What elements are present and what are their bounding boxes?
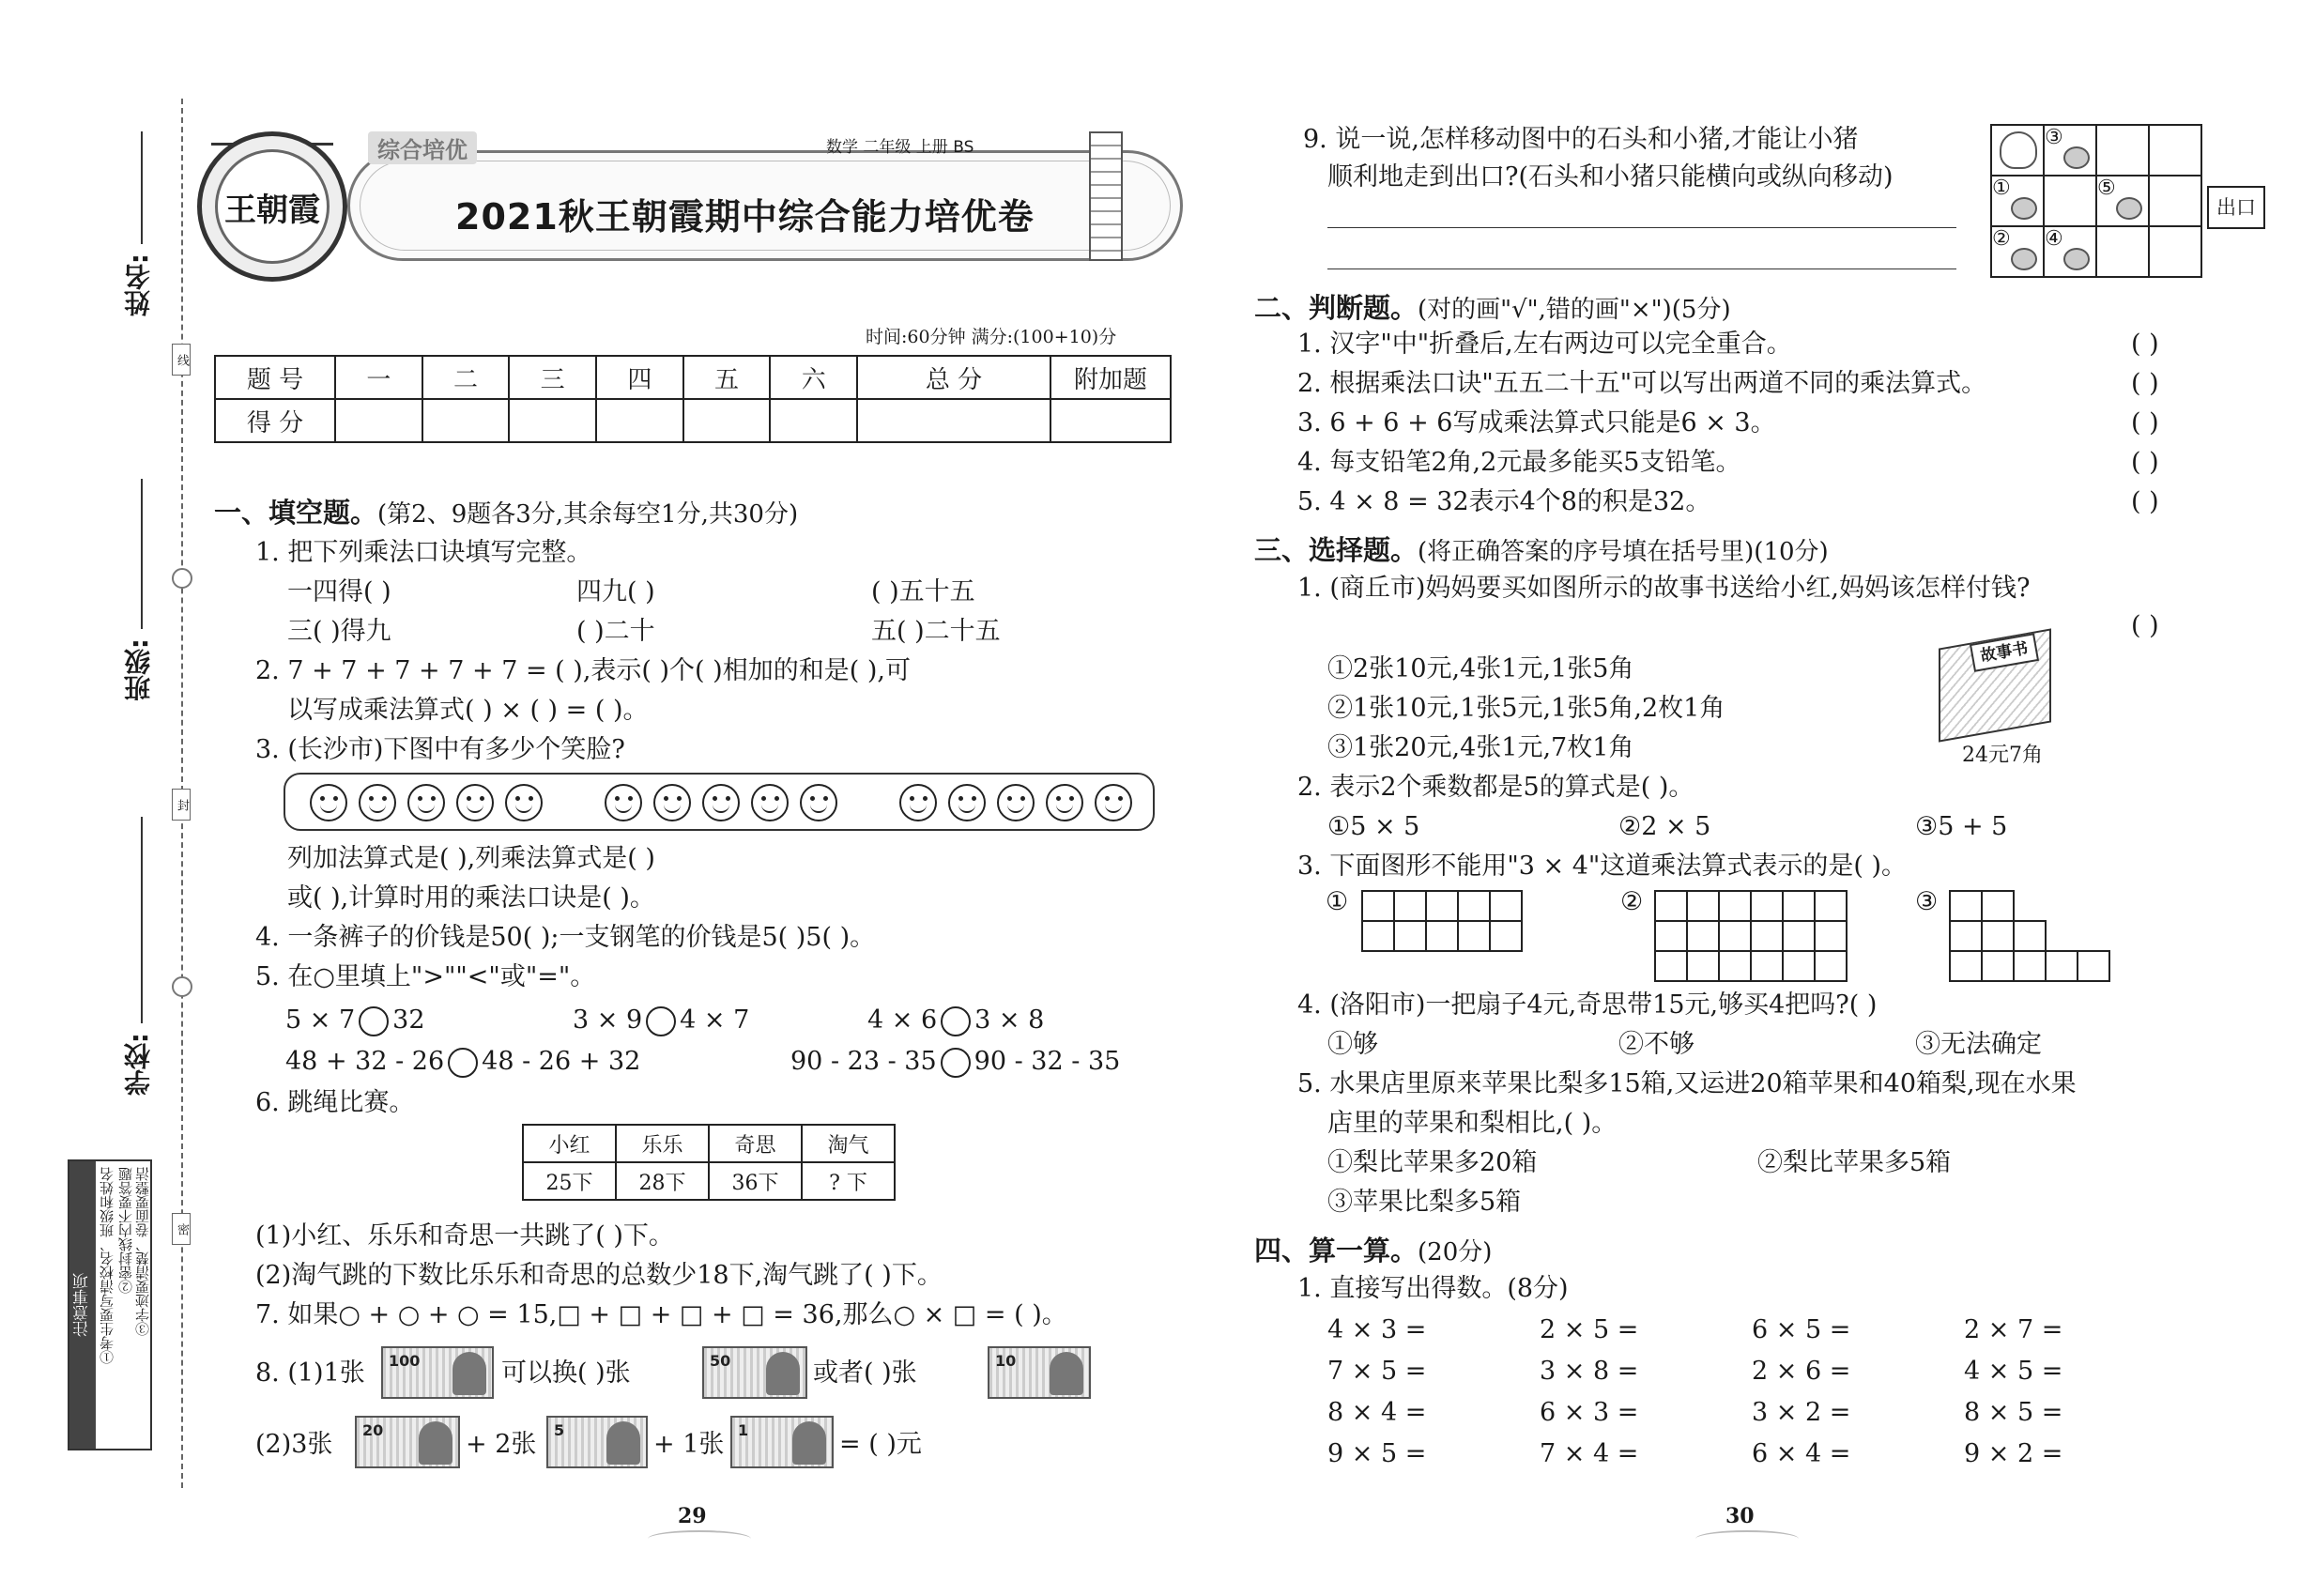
choice-option: ②1张10元,1张5元,1张5角,2枚1角 bbox=[1327, 694, 1725, 723]
q8-text: + 2张 bbox=[466, 1430, 537, 1459]
score-cell[interactable] bbox=[770, 399, 857, 442]
q8-text: = ( )元 bbox=[839, 1430, 922, 1459]
calc-item: 6 × 3 = bbox=[1540, 1398, 1639, 1427]
notes-head: 注意事项 bbox=[69, 1161, 96, 1449]
note-value: 1 bbox=[738, 1421, 749, 1439]
note-value: 50 bbox=[710, 1352, 731, 1370]
score-header: 三 bbox=[509, 356, 596, 399]
q5-compare bbox=[790, 1046, 1120, 1078]
section-3-title: 三、选择题。 bbox=[1254, 534, 1418, 566]
section-4-heading bbox=[1254, 1234, 1492, 1269]
choice-option: ②2 × 5 bbox=[1618, 812, 1711, 841]
score-header: 附加题 bbox=[1050, 356, 1171, 399]
cut-tag-line: 线 bbox=[172, 344, 191, 376]
banknote-50-image bbox=[702, 1346, 807, 1399]
score-table bbox=[214, 355, 1172, 443]
calc-item: 9 × 5 = bbox=[1327, 1439, 1427, 1468]
cut-tag-secret: 密 bbox=[172, 1213, 191, 1245]
calc-item: 2 × 6 = bbox=[1752, 1357, 1851, 1386]
grid-cell bbox=[2096, 176, 2149, 226]
score-cell[interactable] bbox=[857, 399, 1050, 442]
jump-count: 25下 bbox=[523, 1162, 616, 1200]
choice-option: ②不够 bbox=[1618, 1030, 1694, 1059]
choice-option: ③无法确定 bbox=[1915, 1030, 2042, 1059]
q2-line: 以写成乘法算式( ) × ( ) = ( )。 bbox=[287, 696, 649, 725]
jump-count: 28下 bbox=[616, 1162, 709, 1200]
calc-item: 8 × 5 = bbox=[1964, 1398, 2063, 1427]
grid-option-label: ② bbox=[1620, 887, 1644, 916]
notes-box bbox=[68, 1159, 152, 1450]
q1-item: 四九( ) bbox=[576, 577, 655, 606]
grid-option-label: ③ bbox=[1915, 887, 1939, 916]
grid-option-label: ① bbox=[1326, 887, 1349, 916]
jump-count: ? 下 bbox=[802, 1162, 895, 1200]
name-field[interactable] bbox=[141, 131, 143, 244]
score-header: 题 号 bbox=[215, 356, 335, 399]
stone-label: ② bbox=[1992, 227, 2011, 251]
compare-right: 3 × 8 bbox=[974, 1005, 1045, 1035]
stone-label: ① bbox=[1992, 176, 2011, 200]
q5-prompt: 5. 在○里填上">""<"或"="。 bbox=[255, 962, 596, 991]
compare-circle[interactable] bbox=[359, 1006, 389, 1036]
compare-right: 32 bbox=[392, 1005, 425, 1035]
q1-item: ( )五十五 bbox=[871, 577, 975, 606]
q8-text: 8. (1)1张 bbox=[255, 1358, 365, 1388]
compare-circle[interactable] bbox=[941, 1006, 971, 1036]
player-name: 淘气 bbox=[802, 1125, 895, 1162]
score-cell[interactable] bbox=[683, 399, 771, 442]
note-value: 5 bbox=[554, 1421, 565, 1439]
smiley-icon bbox=[653, 784, 691, 821]
stone-icon bbox=[2011, 248, 2037, 270]
choice-q4: 4. (洛阳市)一把扇子4元,奇思带15元,够买4把吗?( ) bbox=[1297, 990, 1878, 1020]
section-2-title: 二、判断题。 bbox=[1254, 292, 1418, 324]
q9-line: 9. 说一说,怎样移动图中的石头和小猪,才能让小猪 bbox=[1303, 125, 1859, 154]
publisher-logo bbox=[197, 131, 347, 282]
time-info: 时间:60分钟 满分:(100+10)分 bbox=[866, 327, 1117, 347]
compare-left: 3 × 9 bbox=[573, 1005, 643, 1035]
section-1-heading bbox=[214, 496, 798, 531]
choice-option: ①够 bbox=[1327, 1030, 1378, 1059]
q3-line: 或( ),计算时用的乘法口诀是( )。 bbox=[287, 883, 655, 913]
calc-item: 6 × 4 = bbox=[1752, 1439, 1851, 1468]
judge-answer[interactable]: ( ) bbox=[2131, 487, 2159, 516]
stone-icon bbox=[2116, 197, 2142, 220]
section-4-note: (20分) bbox=[1418, 1238, 1493, 1266]
section-1-title: 一、填空题。 bbox=[214, 497, 378, 529]
exit-label: 出口 bbox=[2207, 186, 2265, 229]
calc-item: 7 × 5 = bbox=[1327, 1357, 1427, 1386]
q1-item: 一四得( ) bbox=[287, 577, 391, 606]
compare-left: 5 × 7 bbox=[285, 1005, 356, 1035]
score-cell[interactable] bbox=[335, 399, 422, 442]
choice-q5: 5. 水果店里原来苹果比梨多15箱,又运进20箱苹果和40箱梨,现在水果 bbox=[1297, 1069, 2077, 1098]
smiley-icon bbox=[1046, 784, 1083, 821]
judge-item: 1. 汉字"中"折叠后,左右两边可以完全重合。 bbox=[1297, 330, 1792, 359]
section-3-note: (将正确答案的序号填在括号里)(10分) bbox=[1418, 538, 1829, 566]
q1-item: 三( )得九 bbox=[287, 617, 391, 646]
note-item: ②密封线内不要答题 bbox=[117, 1167, 134, 1294]
page-number-left: 29 bbox=[678, 1504, 707, 1528]
choice-q3: 3. 下面图形不能用"3 × 4"这道乘法算式表示的是( )。 bbox=[1297, 852, 1907, 881]
q6-sub: (1)小红、乐乐和奇思一共跳了( )下。 bbox=[255, 1221, 674, 1251]
q2-line: 2. 7 + 7 + 7 + 7 + 7 = ( ),表示( )个( )相加的和是( ),可 bbox=[255, 656, 911, 685]
score-header: 五 bbox=[683, 356, 771, 399]
book-price: 24元7角 bbox=[1962, 744, 2043, 767]
grid-cell bbox=[2044, 226, 2096, 277]
score-header: 一 bbox=[335, 356, 422, 399]
choice-option: ③苹果比梨多5箱 bbox=[1327, 1188, 1522, 1217]
section-2-heading bbox=[1254, 291, 1731, 327]
q1-prompt: 1. 把下列乘法口诀填写完整。 bbox=[255, 538, 592, 567]
puzzle-grid bbox=[1990, 124, 2202, 278]
section-2-note: (对的画"√",错的画"×")(5分) bbox=[1418, 296, 1731, 324]
player-name: 小红 bbox=[523, 1125, 616, 1162]
banknote-5-image bbox=[546, 1416, 648, 1468]
smiley-icon bbox=[407, 784, 445, 821]
smiley-icon bbox=[359, 784, 396, 821]
q7-line: 7. 如果○ + ○ + ○ = 15,□ + □ + □ + □ = 36,那么○ × □ = ( )。 bbox=[255, 1300, 1067, 1329]
q6-sub: (2)淘气跳的下数比乐乐和奇思的总数少18下,淘气跳了( )下。 bbox=[255, 1261, 943, 1290]
q3-prompt: 3. (长沙市)下图中有多少个笑脸? bbox=[255, 735, 625, 764]
calc-item: 4 × 3 = bbox=[1327, 1315, 1427, 1344]
jump-rope-table bbox=[522, 1124, 896, 1201]
q8-text: + 1张 bbox=[653, 1430, 725, 1459]
grid-cell bbox=[1991, 176, 2044, 226]
calc-item: 2 × 7 = bbox=[1964, 1315, 2063, 1344]
compare-circle[interactable] bbox=[941, 1048, 971, 1078]
calc-item: 8 × 4 = bbox=[1327, 1398, 1427, 1427]
calc-item: 3 × 8 = bbox=[1540, 1357, 1639, 1386]
player-name: 乐乐 bbox=[616, 1125, 709, 1162]
smiley-icon bbox=[751, 784, 789, 821]
score-header: 二 bbox=[422, 356, 510, 399]
score-header: 四 bbox=[596, 356, 683, 399]
q8-text: 可以换( )张 bbox=[501, 1358, 631, 1388]
logo-text: 王朝霞 bbox=[224, 192, 320, 229]
calc-item: 4 × 5 = bbox=[1964, 1357, 2063, 1386]
book-title: 故事书 bbox=[1970, 633, 2039, 672]
calc-item: 3 × 2 = bbox=[1752, 1398, 1851, 1427]
smiley-icon bbox=[310, 784, 347, 821]
calc-item: 6 × 5 = bbox=[1752, 1315, 1851, 1344]
stone-icon bbox=[2011, 197, 2037, 220]
stone-label: ④ bbox=[2045, 227, 2063, 251]
judge-item: 3. 6 + 6 + 6写成乘法算式只能是6 × 3。 bbox=[1297, 408, 1776, 437]
choice-option: ①5 × 5 bbox=[1327, 812, 1420, 841]
score-cell[interactable] bbox=[596, 399, 683, 442]
calc-prompt: 1. 直接写出得数。(8分) bbox=[1297, 1274, 1569, 1303]
q5-compare bbox=[285, 1046, 640, 1078]
smiley-icon bbox=[997, 784, 1035, 821]
compare-right: 90 - 32 - 35 bbox=[974, 1047, 1121, 1076]
compare-right: 48 - 26 + 32 bbox=[482, 1047, 641, 1076]
series-tag: 综合培优 bbox=[368, 131, 477, 164]
answer-line[interactable] bbox=[1327, 227, 1956, 228]
grid-cell bbox=[2149, 176, 2201, 226]
choice-option: ①梨比苹果多20箱 bbox=[1327, 1148, 1538, 1177]
name-label: 姓名: bbox=[123, 253, 154, 317]
stone-label: ③ bbox=[2045, 126, 2063, 149]
score-header: 总 分 bbox=[857, 356, 1050, 399]
jump-count: 36下 bbox=[709, 1162, 802, 1200]
q3-line: 列加法算式是( ),列乘法算式是( ) bbox=[287, 844, 655, 873]
note-value: 100 bbox=[389, 1352, 421, 1370]
note-value: 20 bbox=[362, 1421, 384, 1439]
grid-cell bbox=[1991, 125, 2044, 176]
subject-info: 数学 二年级 上册 BS bbox=[826, 138, 974, 157]
compare-left: 48 + 32 - 26 bbox=[285, 1047, 445, 1076]
compare-circle[interactable] bbox=[448, 1048, 478, 1078]
square-grid-a bbox=[1361, 890, 1523, 952]
square-grid-b bbox=[1654, 890, 1848, 982]
q4-line: 4. 一条裤子的价钱是50( );一支钢笔的价钱是5( )5( )。 bbox=[255, 923, 876, 952]
q5-compare bbox=[867, 1005, 1044, 1036]
score-cell[interactable] bbox=[1050, 399, 1171, 442]
q9-line: 顺利地走到出口?(石头和小猪只能横向或纵向移动) bbox=[1327, 162, 1894, 192]
cut-tag-seal: 封 bbox=[172, 789, 191, 821]
q6-prompt: 6. 跳绳比赛。 bbox=[255, 1088, 415, 1117]
compare-right: 4 × 7 bbox=[680, 1005, 750, 1035]
school-label: 学校: bbox=[123, 1033, 154, 1097]
score-label: 得 分 bbox=[215, 399, 335, 442]
pig-icon bbox=[2000, 131, 2037, 169]
smiley-icon bbox=[948, 784, 986, 821]
smiley-icon bbox=[456, 784, 494, 821]
school-field[interactable] bbox=[141, 817, 143, 1023]
grid-cell bbox=[2149, 226, 2201, 277]
note-item: ③字迹要清楚、卷面要整洁 bbox=[134, 1167, 151, 1336]
q8-text: 或者( )张 bbox=[813, 1358, 917, 1388]
choice-option: ③5 + 5 bbox=[1915, 812, 2008, 841]
judge-answer[interactable]: ( ) bbox=[2131, 408, 2159, 437]
class-field[interactable] bbox=[141, 479, 143, 629]
section-3-heading bbox=[1254, 533, 1829, 569]
q5-compare bbox=[285, 1005, 425, 1036]
square-grid-c bbox=[1949, 890, 2110, 982]
compare-left: 90 - 23 - 35 bbox=[790, 1047, 937, 1076]
note-item: ①考生要写清校名、班级和姓名 bbox=[99, 1167, 115, 1364]
grid-cell bbox=[2044, 176, 2096, 226]
judge-item: 4. 每支铅笔2角,2元最多能买5支铅笔。 bbox=[1297, 448, 1741, 477]
banknote-10-image bbox=[988, 1346, 1091, 1399]
choice-option: ①2张10元,4张1元,1张5角 bbox=[1327, 654, 1634, 683]
smiley-icon bbox=[1095, 784, 1132, 821]
judge-item: 2. 根据乘法口诀"五五二十五"可以写出两道不同的乘法算式。 bbox=[1297, 369, 1987, 398]
banknote-1-image bbox=[730, 1416, 834, 1468]
judge-answer[interactable]: ( ) bbox=[2131, 369, 2159, 398]
score-cell[interactable] bbox=[422, 399, 510, 442]
smiley-icon bbox=[702, 784, 740, 821]
banknote-100-image bbox=[381, 1346, 494, 1399]
page-number-right: 30 bbox=[1725, 1504, 1755, 1528]
grid-cell bbox=[2096, 226, 2149, 277]
lighthouse-icon bbox=[1089, 131, 1123, 261]
section-4-title: 四、算一算。 bbox=[1254, 1235, 1418, 1266]
choice-q1: 1. (商丘市)妈妈要买如图所示的故事书送给小红,妈妈该怎样付钱? bbox=[1297, 574, 2031, 603]
score-header: 六 bbox=[770, 356, 857, 399]
class-label: 班级: bbox=[123, 638, 154, 702]
grid-cell bbox=[1991, 226, 2044, 277]
compare-circle[interactable] bbox=[646, 1006, 676, 1036]
smiley-icon bbox=[800, 784, 837, 821]
page-ornament bbox=[648, 1530, 751, 1547]
choice-q5: 店里的苹果和梨相比,( )。 bbox=[1327, 1109, 1618, 1138]
smiley-icon bbox=[505, 784, 543, 821]
page-ornament bbox=[1695, 1530, 1799, 1547]
page-title: 2021秋王朝霞期中综合能力培优卷 bbox=[455, 196, 1035, 238]
choice-option: ③1张20元,4张1元,7枚1角 bbox=[1327, 733, 1634, 762]
grid-cell bbox=[2096, 125, 2149, 176]
q8-text: (2)3张 bbox=[255, 1430, 333, 1459]
judge-answer[interactable]: ( ) bbox=[2131, 330, 2159, 359]
q1-item: ( )二十 bbox=[576, 617, 655, 646]
choice-option: ②梨比苹果多5箱 bbox=[1757, 1148, 1952, 1177]
score-cell[interactable] bbox=[509, 399, 596, 442]
stone-icon bbox=[2063, 248, 2090, 270]
q5-compare bbox=[573, 1005, 749, 1036]
smiley-group-box bbox=[284, 773, 1155, 831]
stone-icon bbox=[2063, 146, 2090, 169]
stone-label: ⑤ bbox=[2097, 176, 2116, 200]
calc-item: 9 × 2 = bbox=[1964, 1439, 2063, 1468]
banknote-20-image bbox=[355, 1416, 460, 1468]
grid-cell bbox=[2044, 125, 2096, 176]
note-value: 10 bbox=[995, 1352, 1017, 1370]
judge-answer[interactable]: ( ) bbox=[2131, 448, 2159, 477]
judge-item: 5. 4 × 8 = 32表示4个8的积是32。 bbox=[1297, 487, 1711, 516]
compare-left: 4 × 6 bbox=[867, 1005, 938, 1035]
calc-item: 2 × 5 = bbox=[1540, 1315, 1639, 1344]
ring-icon bbox=[172, 568, 192, 589]
choice-q2: 2. 表示2个乘数都是5的算式是( )。 bbox=[1297, 773, 1694, 802]
calc-item: 7 × 4 = bbox=[1540, 1439, 1639, 1468]
choice-answer[interactable]: ( ) bbox=[2131, 611, 2159, 640]
grid-cell bbox=[2149, 125, 2201, 176]
player-name: 奇思 bbox=[709, 1125, 802, 1162]
section-1-note: (第2、9题各3分,其余每空1分,共30分) bbox=[377, 500, 799, 529]
smiley-icon bbox=[899, 784, 937, 821]
smiley-icon bbox=[605, 784, 642, 821]
ring-icon bbox=[172, 976, 192, 997]
q1-item: 五( )二十五 bbox=[871, 617, 1001, 646]
